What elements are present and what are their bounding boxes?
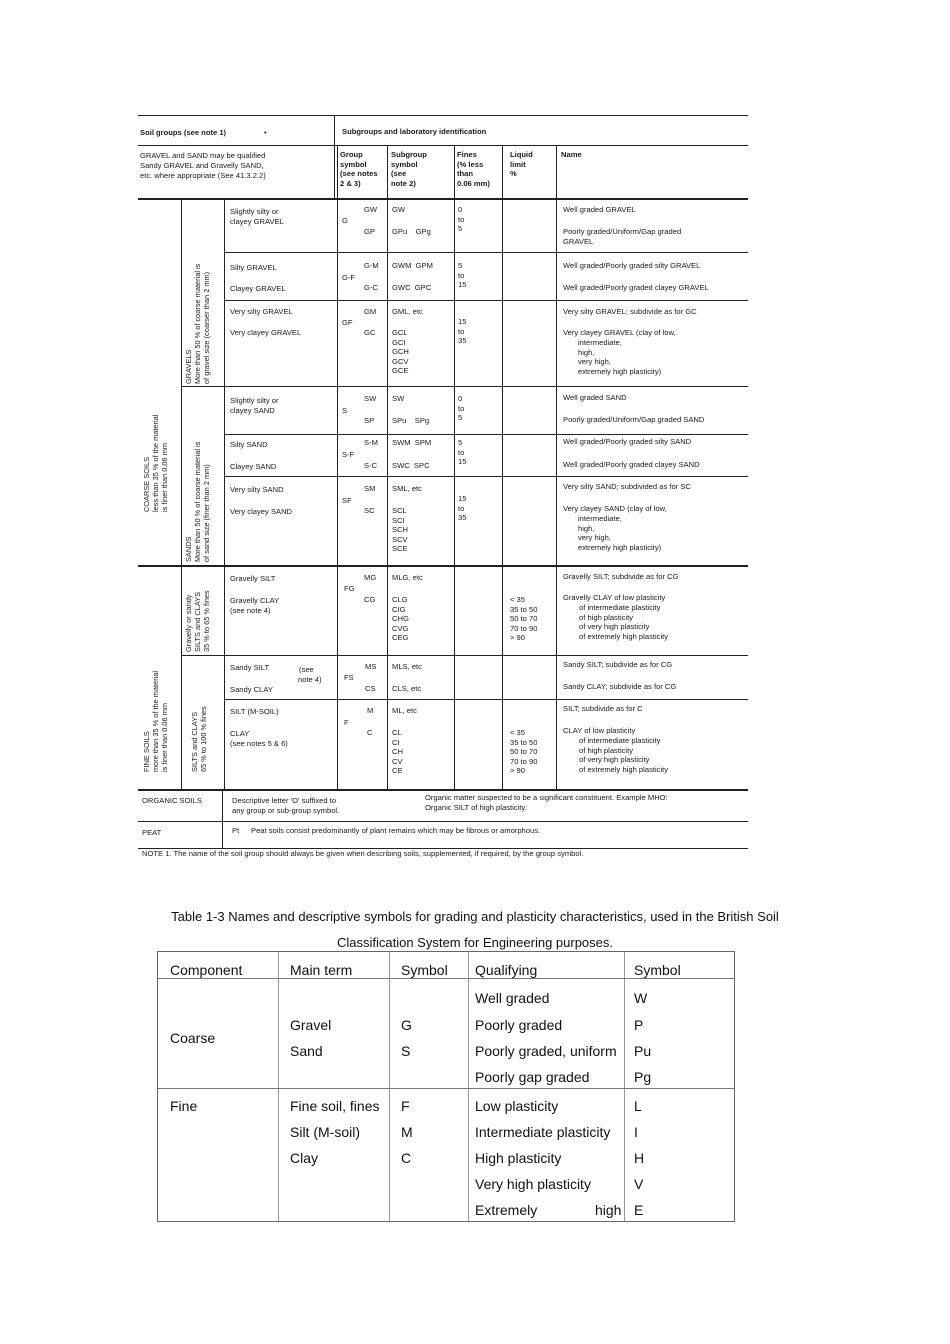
soil-name: SILT; subdivide as for C <box>563 704 643 713</box>
liquid-limit-header: Liquid limit % <box>510 150 533 179</box>
rule <box>138 145 748 146</box>
symbol: SM <box>364 484 376 493</box>
rule <box>556 145 557 789</box>
row-description: CLAY (see notes 5 & 6) <box>230 729 288 748</box>
subgroup-symbol: SWC SPC <box>392 461 430 470</box>
symbol: MS <box>365 662 377 671</box>
organic-soils-label: ORGANIC SOILS <box>142 796 202 805</box>
rule <box>181 198 182 789</box>
group-symbol: F <box>344 718 349 727</box>
symbol-cell: S <box>401 1043 411 1059</box>
main-term: Clay <box>290 1150 319 1166</box>
rule <box>224 434 748 435</box>
symbol: GP <box>364 227 375 236</box>
soil-name: Well graded/Poorly graded clayey GRAVEL <box>563 283 709 292</box>
qualifier-text: GRAVEL and SAND may be qualified <box>140 151 266 160</box>
row-description: Silty SAND <box>230 440 268 449</box>
liquid-limit-list: < 35 35 to 50 50 to 70 70 to 90 > 90 <box>510 595 538 643</box>
soil-name: Very clayey SAND (clay of low, <box>563 504 667 513</box>
main-term: Fine soil, fines <box>290 1098 380 1114</box>
soil-name: Well graded/Poorly graded silty SAND <box>563 437 692 446</box>
group-symbol: G <box>342 216 348 225</box>
group-symbol: GF <box>342 318 353 327</box>
organic-note: Organic matter suspected to be a significant constituent. Example MHO: Organic SILT of high plasticity. <box>425 793 668 812</box>
row-description: Sandy CLAY <box>230 685 273 694</box>
column-rule <box>389 952 390 1221</box>
symbol-cell: M <box>401 1124 413 1140</box>
soil-name-list: intermediate, high, very high, extremely high plasticity) <box>578 338 662 376</box>
qual-symbol-cell: Pu <box>634 1043 652 1059</box>
row-description: Clayey GRAVEL <box>230 284 286 293</box>
main-term: Sand <box>290 1043 323 1059</box>
qual-symbol-cell: H <box>634 1150 645 1166</box>
symbol-cell: G <box>401 1017 412 1033</box>
row-description: Silty GRAVEL <box>230 263 277 272</box>
soil-name-list: of intermediate plasticity of high plasticity of very high plasticity of extremely high plasticity <box>579 736 669 774</box>
row-description: Clayey SAND <box>230 462 277 471</box>
fines-range: 5 to 15 <box>458 261 467 290</box>
main-term: Silt (M-soil) <box>290 1124 360 1140</box>
symbol: MG <box>364 573 377 582</box>
main-term: Gravel <box>290 1017 332 1033</box>
component-fine: Fine <box>170 1098 198 1114</box>
qualifying-cell: High plasticity <box>475 1150 562 1166</box>
header-mark: • <box>264 128 267 137</box>
symbols-table <box>157 951 735 1222</box>
rule <box>334 115 335 199</box>
column-rule <box>278 952 279 1221</box>
group-symbol: S-F <box>342 450 355 459</box>
symbol: C <box>367 728 373 737</box>
soil-name: Very clayey GRAVEL (clay of low, <box>563 328 676 337</box>
subgroup-symbol: GW <box>392 205 406 214</box>
header-symbol: Symbol <box>401 962 448 978</box>
header-main-term: Main term <box>290 962 353 978</box>
subgroup-symbol: SML, etc <box>392 484 422 493</box>
fines-range: 0 to 5 <box>458 205 465 234</box>
symbol: S-C <box>364 461 378 470</box>
sands-label: SANDS More than 50 % of coarse material is of sand size (finer than 2 mm) <box>184 441 211 562</box>
group-symbol: S <box>342 406 348 415</box>
group-symbol-header: Group symbol (see notes 2 & 3) <box>340 150 378 188</box>
subgroup-symbol: SPu SPg <box>392 416 430 425</box>
soil-name: Very silty GRAVEL; subdivide as for GC <box>563 307 697 316</box>
rule <box>224 476 748 477</box>
rule <box>387 145 388 789</box>
qual-symbol-cell: V <box>634 1176 644 1192</box>
gravels-label: GRAVELS More than 50 % of coarse material is of gravel size (coarser than 2 mm) <box>184 263 211 384</box>
group-symbol: FG <box>344 584 355 593</box>
note-1: NOTE 1. The name of the soil group should always be given when describing soils, supplemented, if required, by the group symbol. <box>142 849 584 858</box>
fines-range: 15 to 35 <box>458 317 467 346</box>
rule <box>138 115 748 116</box>
soil-name: Gravelly SILT; subdivide as for CG <box>563 572 679 581</box>
row-description: Slightly silty or clayey SAND <box>230 396 279 415</box>
qualifying-cell: Extremely <box>475 1202 538 1218</box>
subgroup-symbol: GWM GPM <box>392 261 433 270</box>
header-qualifying-symbol: Symbol <box>634 962 681 978</box>
soil-groups-header: Soil groups (see note 1) <box>140 128 227 137</box>
rule <box>222 789 223 848</box>
row-description: Sandy SILT <box>230 663 270 672</box>
rule <box>224 699 748 700</box>
qualifying-cell: Intermediate plasticity <box>475 1124 611 1140</box>
symbol: GC <box>364 328 376 337</box>
soil-name: CLAY of low plasticity <box>563 726 636 735</box>
name-header: Name <box>561 150 582 159</box>
subgroup-symbol-list: CL CI CH CV CE <box>392 728 403 776</box>
symbol: M <box>367 706 374 715</box>
subgroups-header: Subgroups and laboratory identification <box>342 127 487 136</box>
header-qualifying: Qualifying <box>475 962 538 978</box>
rule <box>224 252 748 253</box>
subgroup-symbol: GML, etc <box>392 307 423 316</box>
row-description: Very silty SAND <box>230 485 284 494</box>
component-coarse: Coarse <box>170 1030 216 1046</box>
fines-range: 15 to 35 <box>458 494 467 523</box>
soil-name: Sandy SILT; subdivide as for CG <box>563 660 673 669</box>
soil-name: Well graded GRAVEL <box>563 205 636 214</box>
subgroup-symbol: MLG, etc <box>392 573 423 582</box>
qualifying-cell: Well graded <box>475 990 550 1006</box>
rule <box>138 565 748 567</box>
fines-range: 5 to 15 <box>458 438 467 467</box>
subgroup-symbol: GPu GPg <box>392 227 431 236</box>
symbol: CG <box>364 595 376 604</box>
soil-name: Poorly graded/Uniform/Gap graded GRAVEL <box>563 227 682 246</box>
row-description: SILT (M-SOIL) <box>230 707 279 716</box>
symbol: G-C <box>364 283 378 292</box>
qualifying-cell: high <box>595 1202 622 1218</box>
subgroup-symbol: MLS, etc <box>392 662 422 671</box>
soil-name: Sandy CLAY; subdivide as for CG <box>563 682 677 691</box>
subgroup-symbol: ML, etc <box>392 706 417 715</box>
qualifying-cell: Low plasticity <box>475 1098 559 1114</box>
peat-description: Peat soils consist predominantly of plant remains which may be fibrous or amorphous. <box>251 826 541 835</box>
soil-name: Well graded/Poorly graded silty GRAVEL <box>563 261 701 270</box>
rule <box>454 145 455 789</box>
qual-symbol-cell: P <box>634 1017 644 1033</box>
note-reference: (see note 4) <box>298 665 322 684</box>
caption-line: Classification System for Engineering purposes. <box>336 935 614 950</box>
subgroup-symbol-header: Subgroup symbol (see note 2) <box>391 150 427 188</box>
symbol: SC <box>364 506 375 515</box>
qualifier-text: Sandy GRAVEL and Gravelly SAND, <box>140 161 264 170</box>
qual-symbol-cell: L <box>634 1098 642 1114</box>
subgroup-symbol-list: SCL SCI SCH SCV SCE <box>392 506 409 554</box>
qualifier-text: etc. where appropriate (See 41.3.2.2) <box>140 171 266 180</box>
group-symbol: SF <box>342 496 352 505</box>
caption-line: Table 1-3 Names and descriptive symbols for grading and plasticity characteristics, used in the British Soil <box>171 909 779 924</box>
row-description: Slightly silty or clayey GRAVEL <box>230 207 284 226</box>
qualifying-cell: Poorly graded <box>475 1017 563 1033</box>
symbol: G-M <box>364 261 379 270</box>
symbol-cell: F <box>401 1098 410 1114</box>
fines-header: Fines (% less than 0.06 mm) <box>457 150 490 188</box>
rule <box>224 300 748 301</box>
peat-label: PEAT <box>142 828 162 837</box>
qual-symbol-cell: Pg <box>634 1069 652 1085</box>
group-symbol: G-F <box>342 273 356 282</box>
qualifying-cell: Poorly gap graded <box>475 1069 590 1085</box>
rule <box>138 789 748 791</box>
subgroup-symbol: SWM SPM <box>392 438 432 447</box>
gravelly-silts-label: Gravelly or sandy SILTS and CLAYS 35 % to 65 % fines <box>184 590 211 652</box>
liquid-limit-list: < 35 35 to 50 50 to 70 70 to 90 > 90 <box>510 728 538 776</box>
row-description: Very clayey SAND <box>230 507 293 516</box>
row-description: Very silty GRAVEL <box>230 307 293 316</box>
row-description: Gravelly CLAY (see note 4) <box>230 596 280 615</box>
fines-range: 0 to 5 <box>458 394 465 423</box>
qual-symbol-cell: E <box>634 1202 644 1218</box>
soil-name: Very silty SAND; subdivided as for SC <box>563 482 691 491</box>
symbol: SP <box>364 416 375 425</box>
rule <box>138 821 748 822</box>
rule <box>224 198 225 789</box>
rule <box>138 198 748 200</box>
symbol: S-M <box>364 438 378 447</box>
symbol: SW <box>364 394 377 403</box>
subgroup-symbol: SW <box>392 394 405 403</box>
peat-symbol: Pt <box>232 826 240 835</box>
soil-name: Well graded/Poorly graded clayey SAND <box>563 460 700 469</box>
qual-symbol-cell: W <box>634 990 648 1006</box>
column-rule <box>468 952 469 1221</box>
subgroup-symbol: GWC GPC <box>392 283 432 292</box>
subgroup-symbol: CLS, etc <box>392 684 422 693</box>
symbol: GM <box>364 307 377 316</box>
subgroup-symbol-list: GCL GCI GCH GCV GCE <box>392 328 409 376</box>
qualifying-cell: Very high plasticity <box>475 1176 591 1192</box>
rule <box>182 655 748 656</box>
soil-name: Gravelly CLAY of low plasticity <box>563 593 666 602</box>
group-symbol: FS <box>344 673 354 682</box>
row-description: Very clayey GRAVEL <box>230 328 302 337</box>
fine-soils-label: FINE SOILS more than 35 % of the material is finer than 0.06 mm <box>142 670 169 772</box>
table-caption <box>100 904 850 956</box>
qual-symbol-cell: I <box>634 1124 638 1140</box>
soil-name-list: intermediate, high, very high, extremely high plasticity) <box>578 514 662 552</box>
subgroup-symbol-list: CLG CIG CHG CVG CEG <box>392 595 409 643</box>
symbol: GW <box>364 205 378 214</box>
silts-clays-label: SILTS and CLAYS 65 % to 100 % fines <box>190 706 208 772</box>
rule <box>337 145 338 789</box>
organic-description: Descriptive letter 'O' suffixed to any group or sub-group symbol. <box>232 796 340 815</box>
column-rule <box>624 952 625 1221</box>
rule <box>502 145 503 789</box>
rule <box>182 386 748 387</box>
coarse-soils-label: COARSE SOILS less than 35 % of the material is finer than 0.06 mm <box>142 414 169 512</box>
symbol: CS <box>365 684 376 693</box>
soil-name-list: of intermediate plasticity of high plasticity of very high plasticity of extremely high plasticity <box>579 603 669 641</box>
soil-name: Poorly graded/Uniform/Gap graded SAND <box>563 415 705 424</box>
row-description: Gravelly SILT <box>230 574 276 583</box>
symbol-cell: C <box>401 1150 412 1166</box>
scanned-soil-table <box>138 112 750 860</box>
soil-name: Well graded SAND <box>563 393 627 402</box>
header-component: Component <box>170 962 243 978</box>
qualifying-cell: Poorly graded, uniform <box>475 1043 617 1059</box>
